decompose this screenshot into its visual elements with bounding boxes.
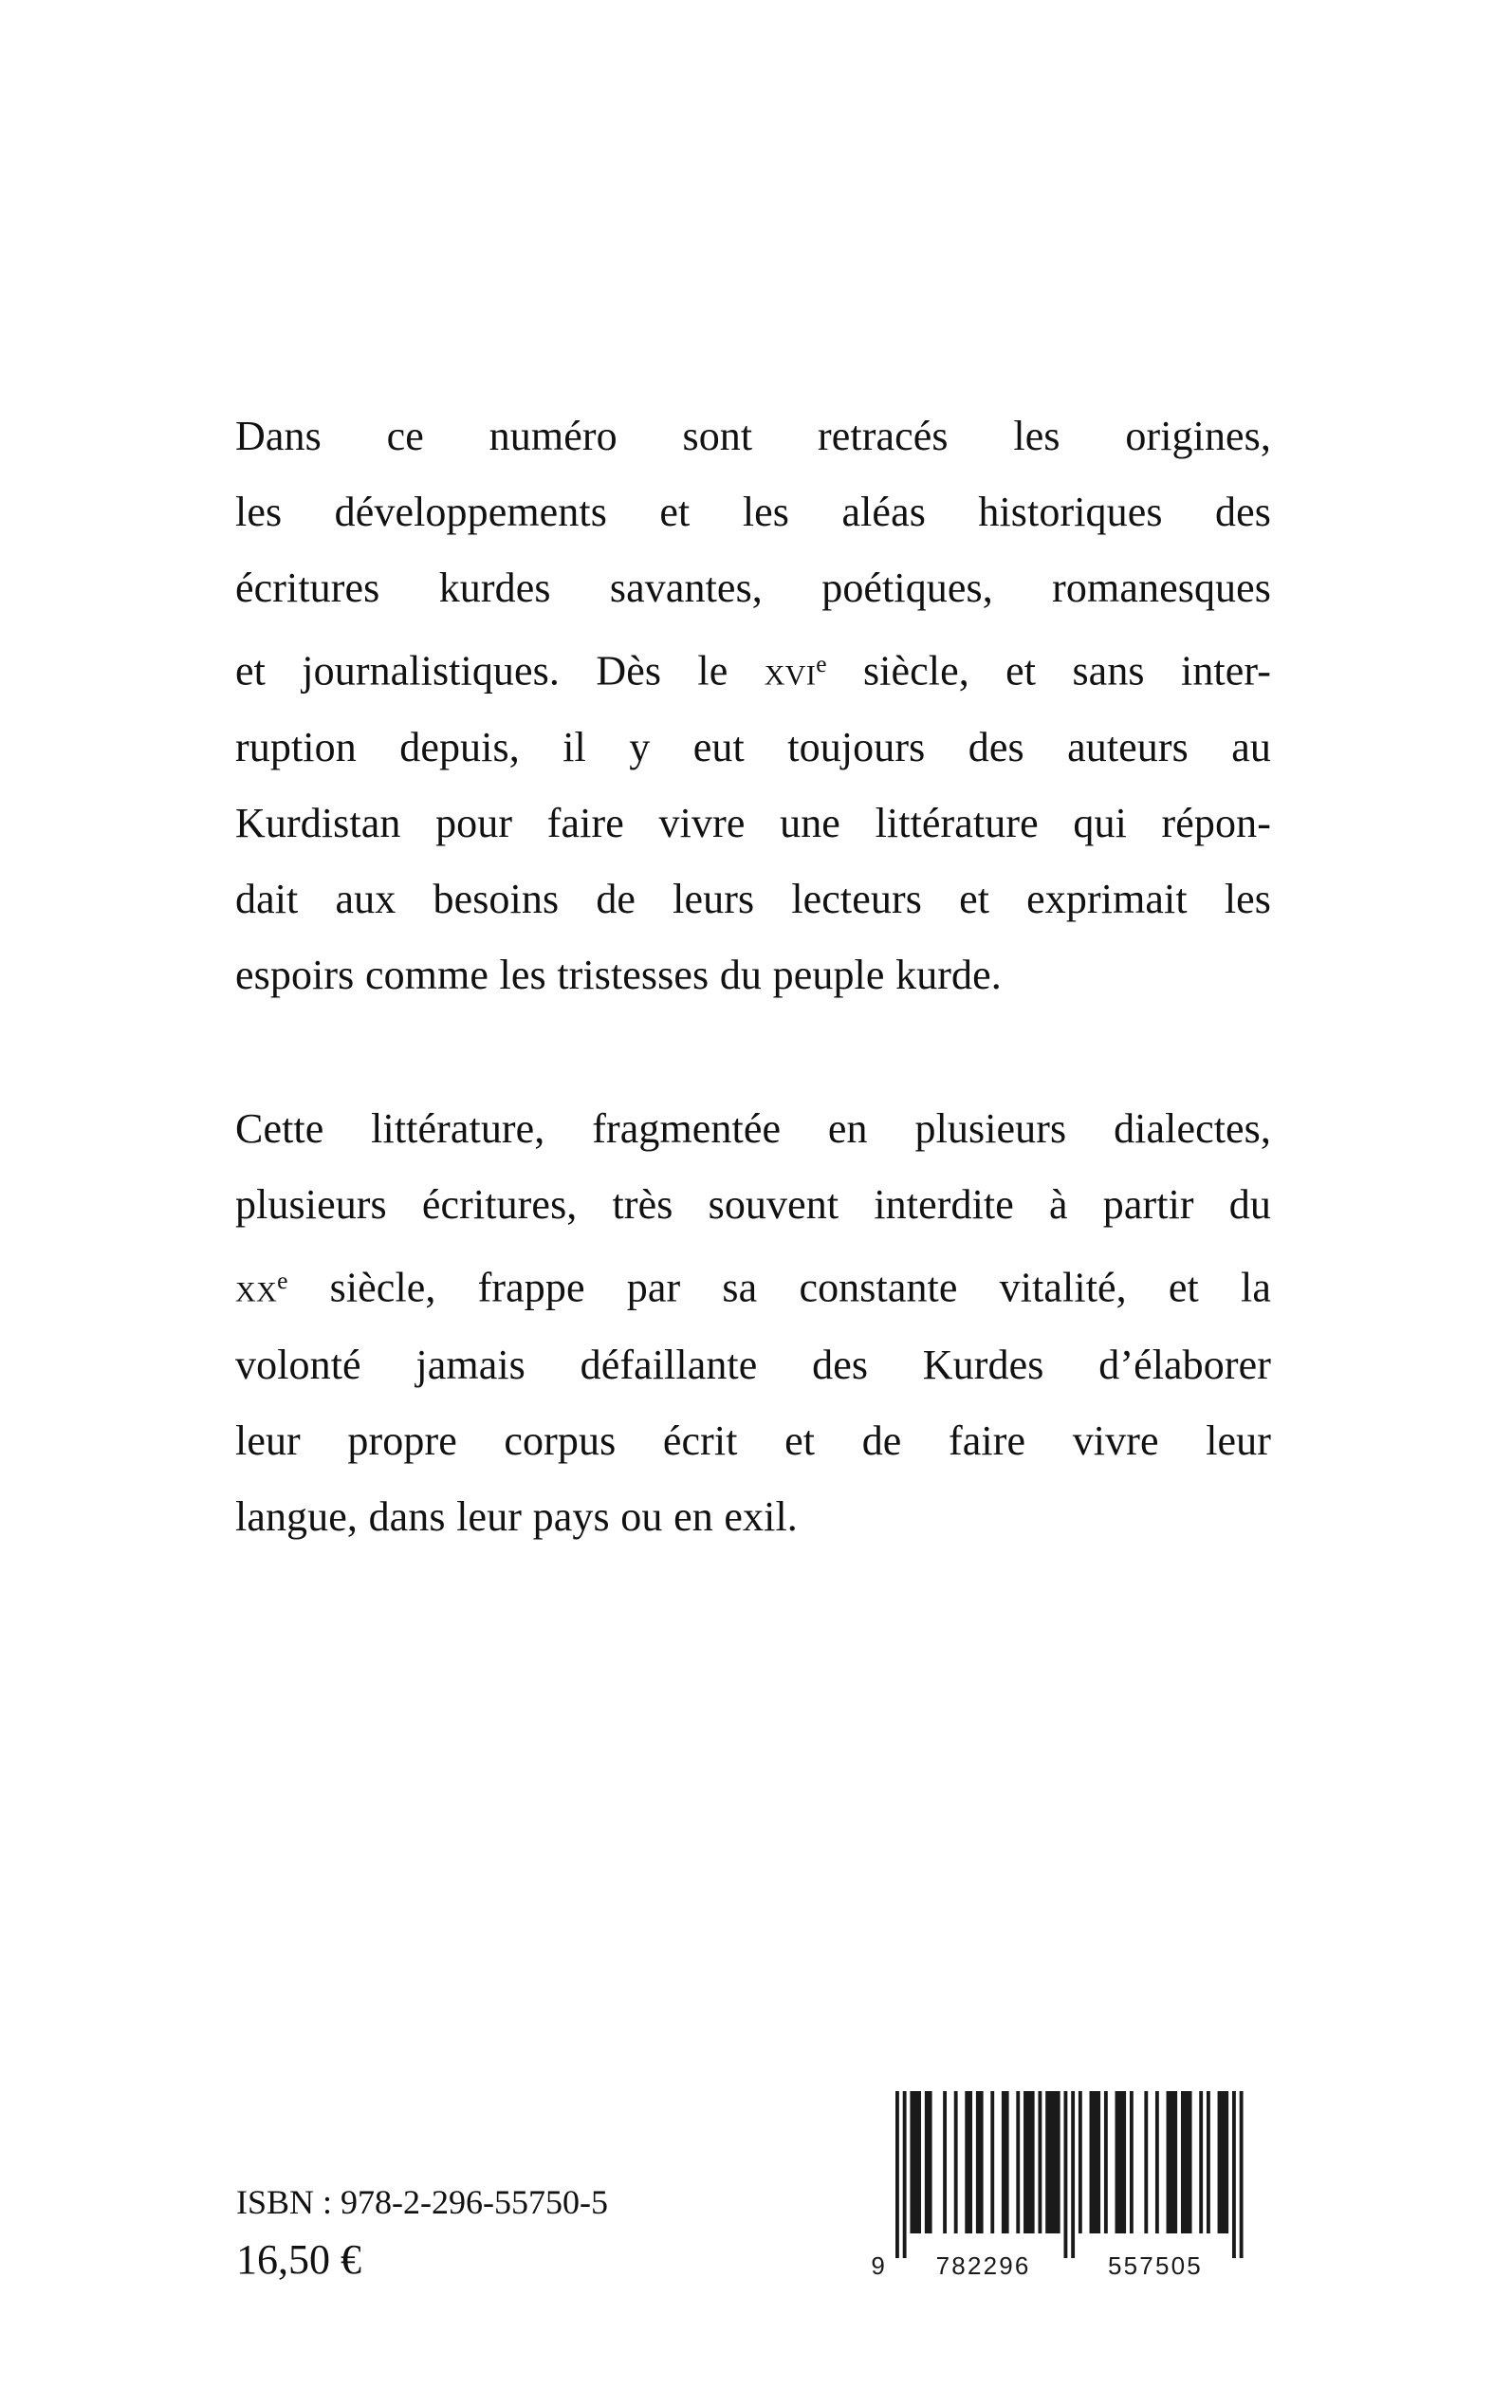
blurb-line: Kurdistan pour faire vivre une littérature qui répon- <box>235 800 1271 847</box>
barcode-bar <box>1023 2091 1035 2233</box>
barcode-digit-lead: 9 <box>871 2251 887 2280</box>
barcode-bar <box>1079 2091 1082 2233</box>
barcode-bar <box>943 2091 947 2233</box>
blurb-line: espoirs comme les tristesses du peuple kurde. <box>235 952 1002 999</box>
ean13-barcode <box>871 2089 1258 2280</box>
price-text: 16,50 € <box>236 2236 361 2283</box>
barcode-bar <box>1002 2091 1009 2233</box>
barcode-bar <box>1116 2091 1127 2233</box>
barcode-bar <box>1130 2091 1134 2233</box>
blurb-paragraph-1 <box>235 398 1271 1013</box>
blurb-line: volonté jamais défaillante des Kurdes d’élaborer <box>235 1341 1271 1388</box>
barcode-bar <box>1063 2091 1067 2258</box>
blurb-line: langue, dans leur pays ou en exil. <box>235 1492 798 1540</box>
barcode-bar <box>954 2091 958 2233</box>
blurb-line <box>235 626 1271 710</box>
blurb-line: Cette littérature, fragmentée en plusieurs dialectes, <box>235 1105 1271 1153</box>
barcode-bar <box>1167 2091 1178 2233</box>
century-numeral-xvi: xvi <box>764 649 817 695</box>
barcode-bar <box>1218 2091 1229 2233</box>
blurb-paragraph-2 <box>235 1091 1271 1554</box>
barcode-bar <box>1104 2091 1108 2233</box>
blurb-line: les développements et les aléas historiques des <box>235 489 1271 535</box>
barcode-bar <box>910 2091 921 2233</box>
blurb-line-text: siècle, et sans inter- <box>826 647 1271 695</box>
blurb-line: Dans ce numéro sont retracés les origines, <box>235 413 1271 459</box>
isbn-text: ISBN : 978-2-296-55750-5 <box>236 2183 608 2221</box>
barcode-bar <box>1207 2091 1210 2233</box>
barcode-bar <box>1016 2091 1020 2233</box>
barcode-bar <box>1199 2091 1203 2233</box>
isbn-price-block <box>236 2178 824 2288</box>
barcode-bar <box>895 2091 899 2258</box>
barcode-bar <box>903 2091 907 2258</box>
barcode-bar <box>1181 2091 1192 2233</box>
barcode-digits-left: 782296 <box>935 2251 1031 2280</box>
barcode-bar <box>965 2091 972 2233</box>
barcode-bar <box>990 2091 994 2233</box>
blurb-line-text: et journalistiques. Dès le <box>235 647 765 695</box>
blurb-line: ruption depuis, il y eut toujours des auteurs au <box>235 724 1271 771</box>
ordinal-suffix: e <box>816 650 827 677</box>
blurb-line: leur propre corpus écrit et de faire vivre leur <box>235 1417 1271 1464</box>
blurb-line: dait aux besoins de leurs lecteurs et exprimait les <box>235 876 1271 923</box>
barcode-bar <box>1038 2091 1042 2233</box>
barcode-bar <box>1240 2091 1244 2258</box>
barcode-bar <box>1144 2091 1148 2233</box>
barcode-bar <box>1232 2091 1236 2258</box>
barcode-bar <box>1071 2091 1075 2258</box>
barcode-svg <box>871 2089 1258 2280</box>
ordinal-suffix: e <box>277 1267 288 1295</box>
barcode-bar <box>1155 2091 1159 2233</box>
barcode-digits-right: 557505 <box>1107 2251 1203 2280</box>
barcode-bar <box>1090 2091 1101 2233</box>
century-numeral-xx: xx <box>235 1266 278 1311</box>
blurb-line <box>235 1243 1271 1326</box>
blurb-line: écritures kurdes savantes, poétiques, romanesques <box>235 565 1271 611</box>
blurb-line: plusieurs écritures, très souvent interdite à partir du <box>235 1181 1271 1229</box>
barcode-background <box>895 2089 1258 2275</box>
barcode-bar <box>925 2091 932 2233</box>
blurb-text-block <box>235 398 1271 1555</box>
barcode-bar <box>1045 2091 1060 2233</box>
barcode-bar <box>976 2091 984 2233</box>
blurb-line-text: siècle, frappe par sa constante vitalité, et la <box>287 1264 1271 1311</box>
